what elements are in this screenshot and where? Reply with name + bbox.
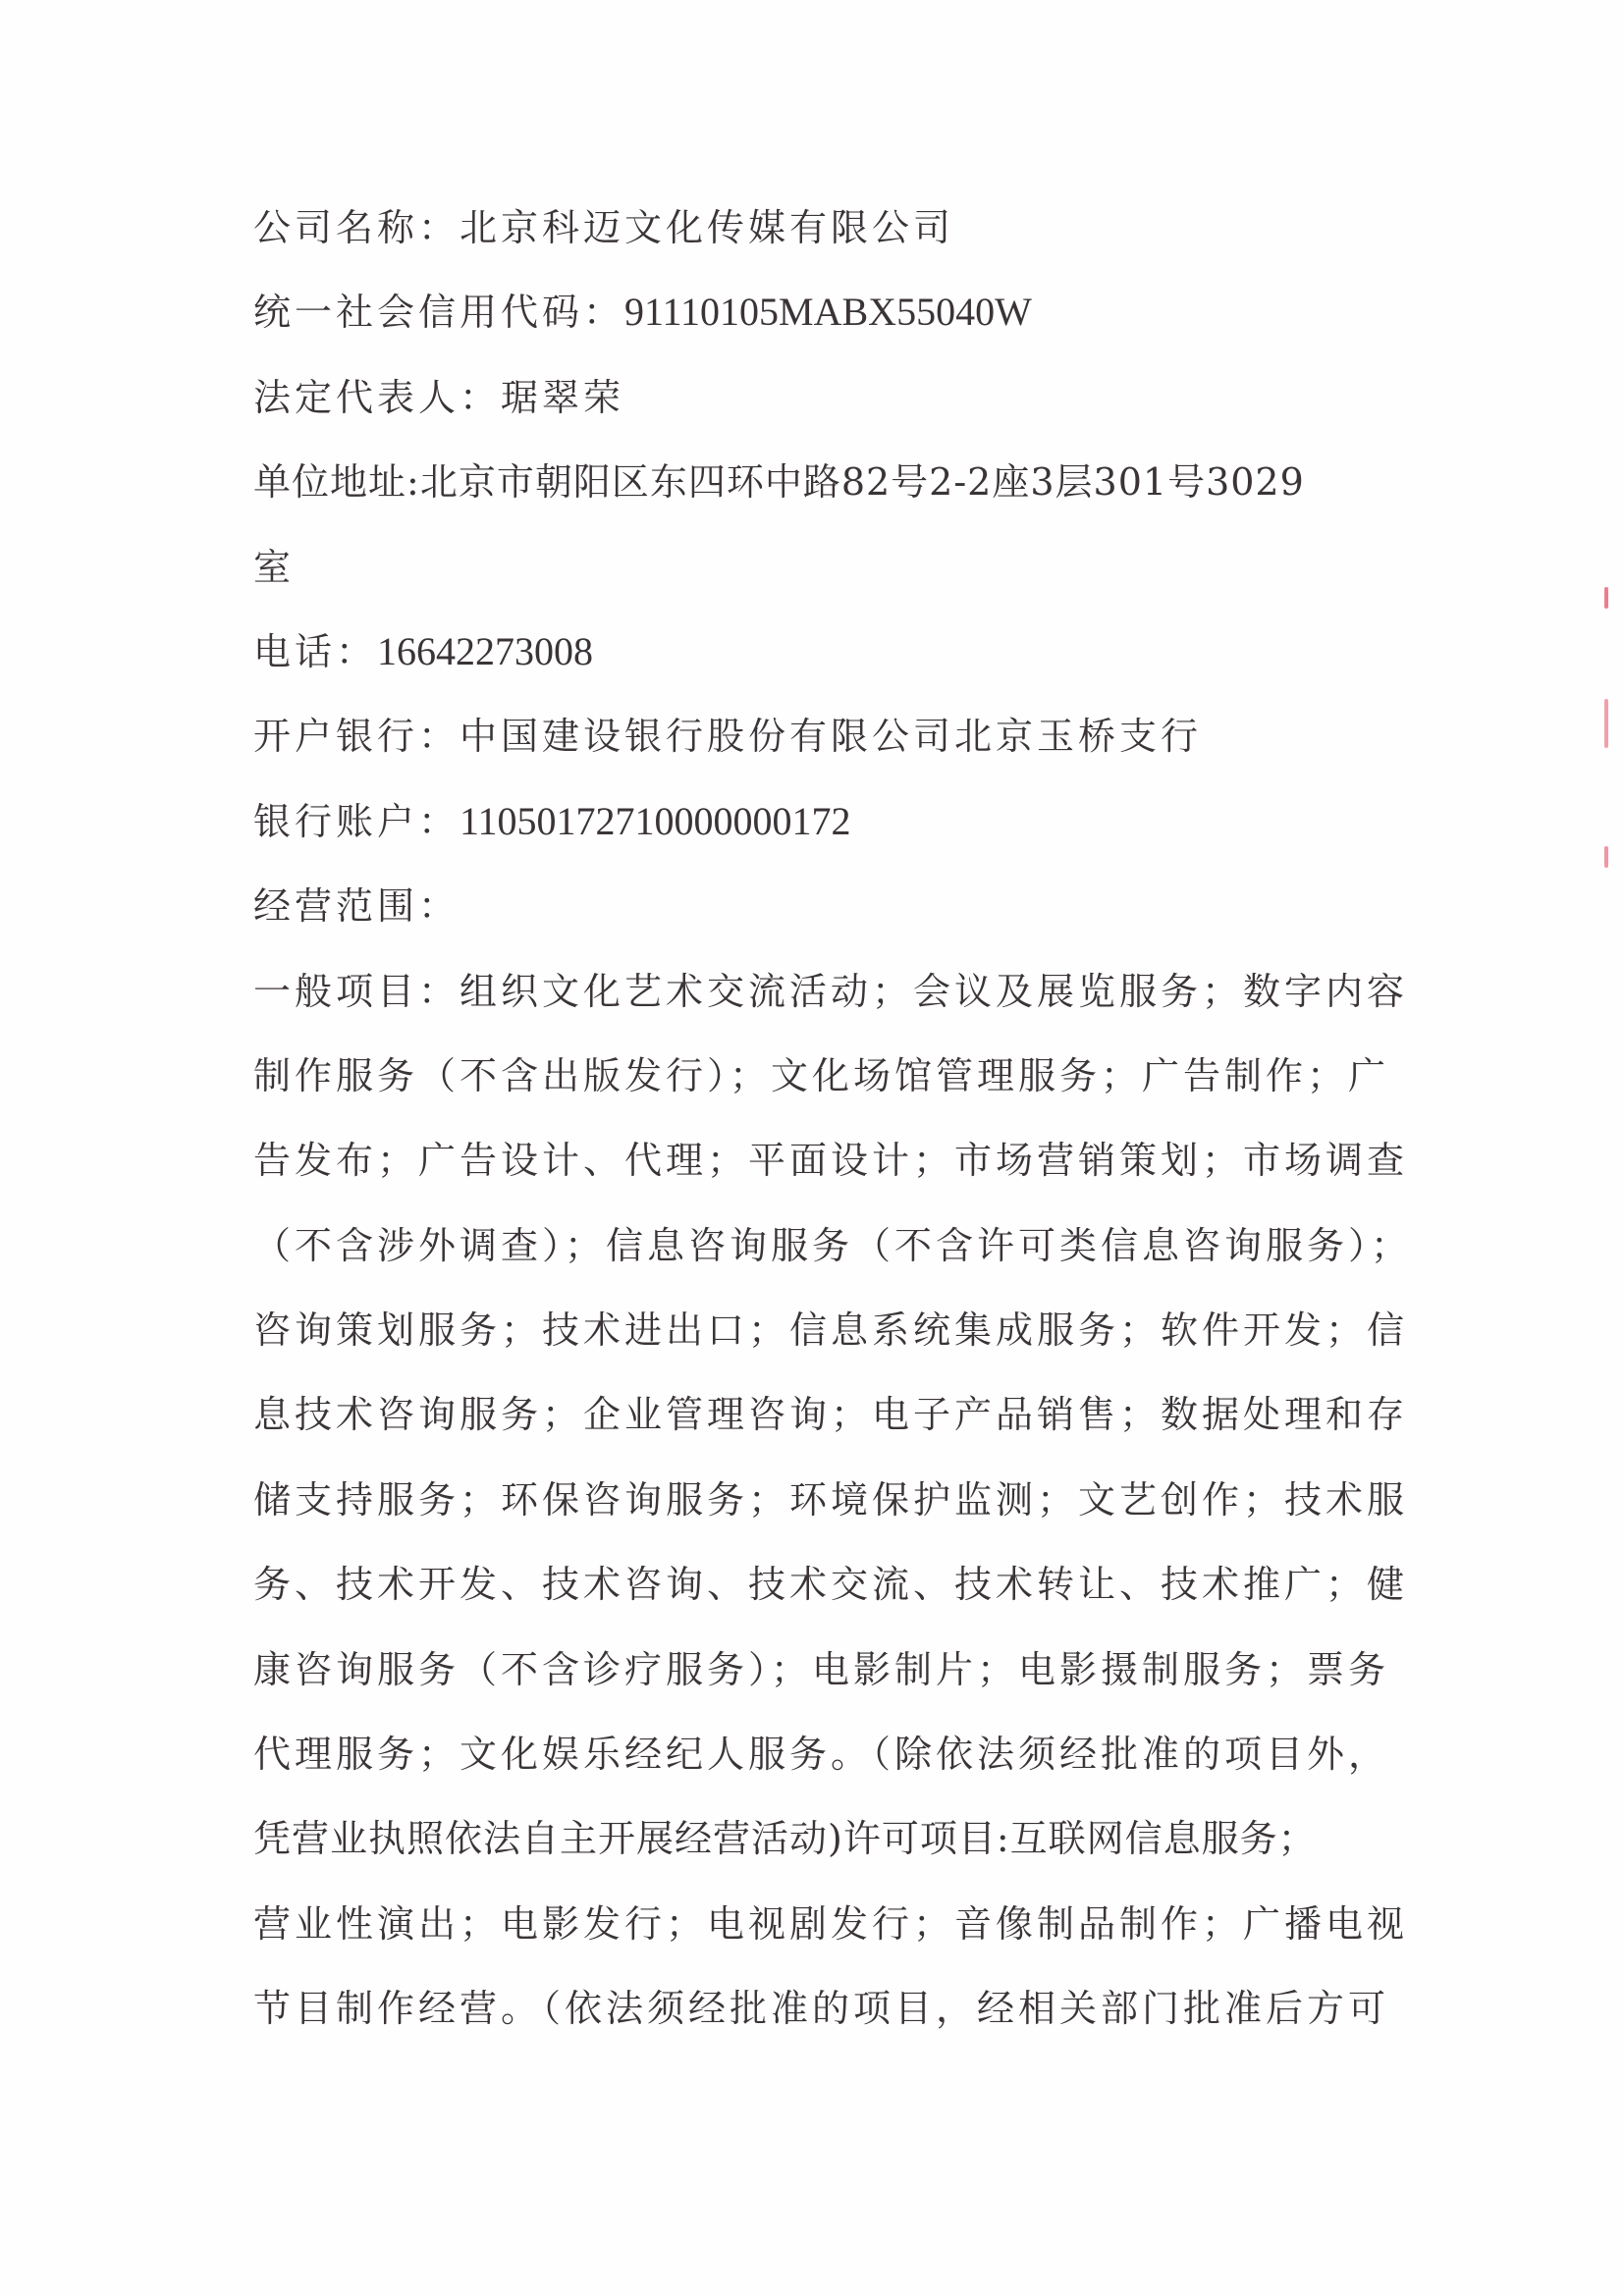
business-scope-line: 咨询策划服务；技术进出口；信息系统集成服务；软件开发；信	[253, 1308, 1409, 1353]
credit-code-label: 统一社会信用代码：	[253, 291, 625, 335]
business-scope-line: 代理服务；文化娱乐经纪人服务。（除依法须经批准的项目外，	[253, 1733, 1390, 1777]
business-scope-heading	[253, 875, 1392, 959]
bank-label: 开户银行：	[253, 715, 460, 759]
company-name-value: 北京科迈文化传媒有限公司	[460, 206, 955, 249]
address-row	[253, 451, 1392, 535]
business-scope-line: 储支持服务；环保咨询服务；环境保护监测；文艺创作；技术服	[253, 1477, 1409, 1522]
business-scope-line: 节目制作经营。（依法须经批准的项目，经相关部门批准后方可	[253, 1987, 1390, 2031]
legal-representative-label: 法定代表人：	[253, 375, 502, 419]
phone-value: 16642273008	[377, 628, 594, 673]
seal-fragment-icon	[1604, 846, 1608, 868]
company-name-row	[253, 196, 1392, 281]
phone-row	[253, 620, 1392, 705]
business-scope-line: 务、技术开发、技术咨询、技术交流、技术转让、技术推广；健	[253, 1563, 1409, 1607]
address-row-continued	[253, 536, 1392, 620]
credit-code-row	[253, 281, 1392, 365]
business-scope-line: （不含涉外调查）；信息咨询服务（不含许可类信息咨询服务）；	[253, 1223, 1413, 1267]
company-name-label: 公司名称：	[253, 206, 460, 249]
bank-account-value: 11050172710000000172	[460, 798, 851, 843]
business-scope-line: 息技术咨询服务；企业管理咨询；电子产品销售；数据处理和存	[253, 1393, 1409, 1437]
business-scope-line: 告发布；广告设计、代理；平面设计；市场营销策划；市场调查	[253, 1139, 1409, 1183]
phone-label: 电话：	[253, 629, 378, 673]
bank-value: 中国建设银行股份有限公司北京玉桥支行	[460, 715, 1203, 759]
bank-account-row	[253, 790, 1392, 875]
business-scope-paragraph	[253, 960, 1413, 2062]
business-scope-line: 制作服务（不含出版发行）；文化场馆管理服务；广告制作；广	[253, 1053, 1390, 1097]
company-info	[253, 196, 1413, 2062]
business-scope-line: 康咨询服务（不含诊疗服务）；电影制片；电影摄制服务；票务	[253, 1647, 1390, 1691]
business-scope-label: 经营范围：	[253, 884, 460, 929]
address-value-line1: 北京市朝阳区东四环中路82号2-2座3层301号3029	[419, 460, 1305, 505]
seal-fragment-icon	[1604, 587, 1608, 609]
credit-code-value: 91110105MABX55040W	[624, 290, 1032, 335]
business-scope-line: 营业性演出；电影发行；电视剧发行；音像制品制作；广播电视	[253, 1901, 1409, 1946]
seal-fragment-icon	[1604, 699, 1608, 748]
legal-representative-value: 琚翠荣	[501, 375, 625, 419]
legal-representative-row	[253, 366, 1392, 451]
bank-row	[253, 705, 1392, 789]
business-scope-line: 凭营业执照依法自主开展经营活动)许可项目:互联网信息服务；	[253, 1817, 1317, 1861]
bank-account-label: 银行账户：	[253, 799, 460, 843]
business-scope-line: 一般项目：组织文化艺术交流活动；会议及展览服务；数字内容	[253, 969, 1409, 1013]
address-value-line2: 室	[253, 545, 296, 589]
address-label: 单位地址:	[253, 460, 420, 505]
